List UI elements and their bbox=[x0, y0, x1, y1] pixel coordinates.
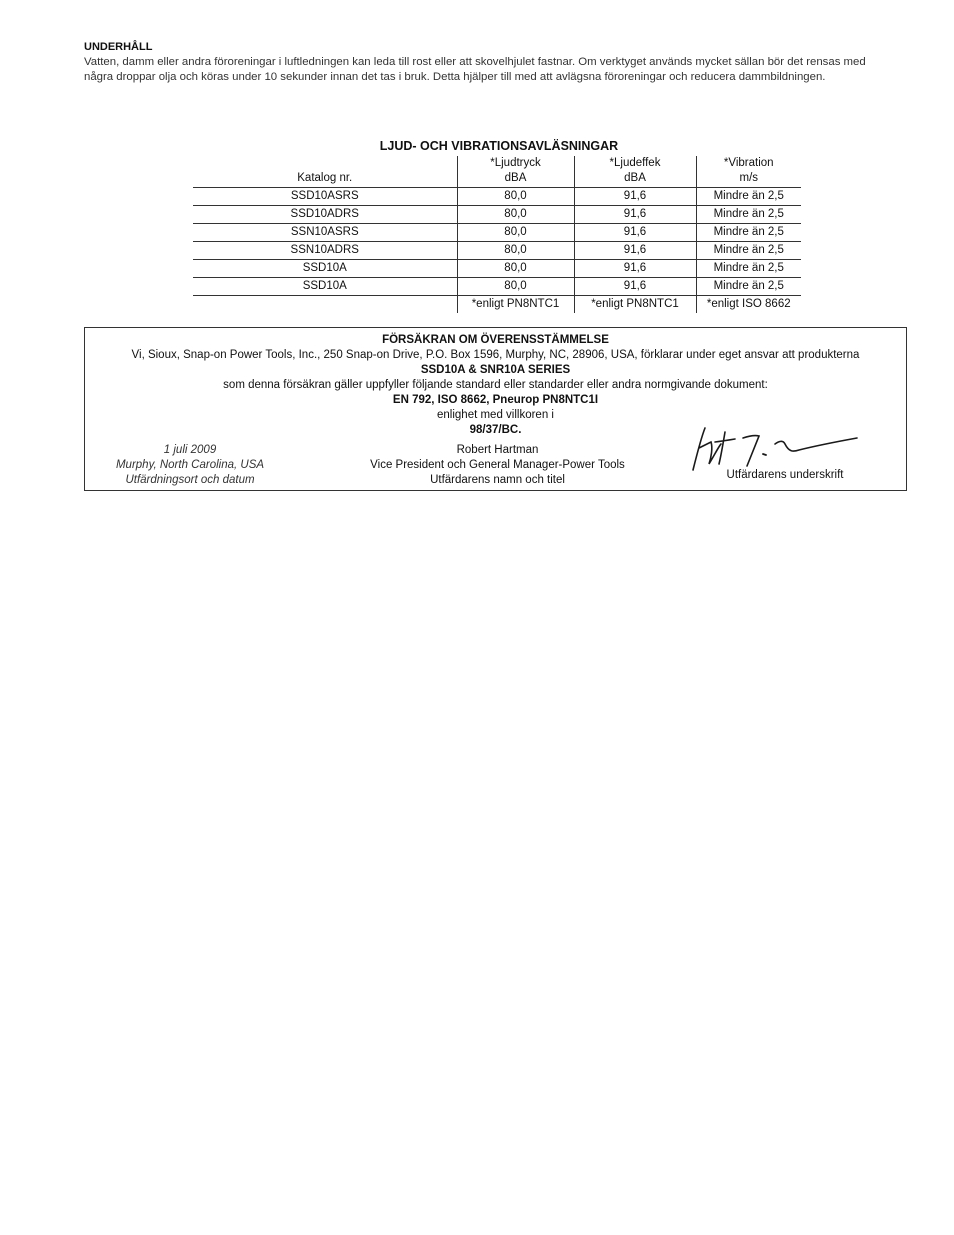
cell-sound-power: 91,6 bbox=[574, 188, 696, 206]
declaration-products: SSD10A & SNR10A SERIES bbox=[420, 364, 571, 376]
handwritten-signature bbox=[685, 424, 865, 474]
cell-vibration: Mindre än 2,5 bbox=[696, 188, 801, 206]
declaration-box bbox=[84, 327, 907, 491]
signer-caption: Utfärdarens namn och titel bbox=[430, 474, 565, 486]
table-row bbox=[193, 242, 801, 260]
cell-sound-pressure: 80,0 bbox=[457, 278, 574, 296]
cell-catalog: SSD10ADRS bbox=[193, 206, 457, 224]
cell-sound-pressure: 80,0 bbox=[457, 206, 574, 224]
table-row bbox=[193, 278, 801, 296]
declaration-date: 1 juli 2009 bbox=[163, 444, 217, 456]
declaration-place: Murphy, North Carolina, USA bbox=[115, 459, 265, 471]
footnote-blank bbox=[193, 296, 457, 314]
cell-catalog: SSN10ADRS bbox=[193, 242, 457, 260]
cell-catalog: SSD10A bbox=[193, 260, 457, 278]
table-row bbox=[193, 206, 801, 224]
footnote-sound-pressure: *enligt PN8NTC1 bbox=[457, 296, 574, 314]
cell-vibration: Mindre än 2,5 bbox=[696, 278, 801, 296]
cell-catalog: SSD10ASRS bbox=[193, 188, 457, 206]
header-vibration: *Vibration m/s bbox=[696, 156, 801, 188]
declaration-title: FÖRSÄKRAN OM ÖVERENSSTÄMMELSE bbox=[382, 334, 609, 346]
signature-caption: Utfärdarens underskrift bbox=[726, 469, 844, 481]
declaration-place-caption: Utfärdningsort och datum bbox=[125, 474, 255, 486]
cell-sound-power: 91,6 bbox=[574, 242, 696, 260]
table-row bbox=[193, 260, 801, 278]
table-row bbox=[193, 224, 801, 242]
sound-table-title: LJUD- OCH VIBRATIONSAVLÄSNINGAR bbox=[379, 139, 619, 153]
declaration-directive: 98/37/BC. bbox=[469, 424, 522, 436]
header-catalog: Katalog nr. bbox=[297, 172, 353, 184]
signer-title: Vice President och General Manager-Power Tools bbox=[370, 459, 625, 471]
table-row bbox=[193, 188, 801, 206]
maintenance-body: Vatten, damm eller andra föroreningar i luftledningen kan leda till rost eller att skovelhjulet fastnar. Om verktyget används mycket sällan bör det rensas med några droppar olja och köras under 10 sekunder innan det tas i bruk. Detta hjälper till med att avlägsna föroreningar och reducera dammbildningen. bbox=[84, 56, 866, 83]
cell-sound-power: 91,6 bbox=[574, 260, 696, 278]
maintenance-section bbox=[84, 41, 874, 84]
header-sound-power: *Ljudeffek dBA bbox=[574, 156, 696, 188]
cell-sound-power: 91,6 bbox=[574, 224, 696, 242]
footnote-sound-power: *enligt PN8NTC1 bbox=[574, 296, 696, 314]
cell-sound-power: 91,6 bbox=[574, 278, 696, 296]
cell-vibration: Mindre än 2,5 bbox=[696, 242, 801, 260]
table-header-row bbox=[193, 156, 801, 188]
cell-catalog: SSN10ASRS bbox=[193, 224, 457, 242]
cell-vibration: Mindre än 2,5 bbox=[696, 260, 801, 278]
footnote-vibration: *enligt ISO 8662 bbox=[696, 296, 801, 314]
declaration-statement: Vi, Sioux, Snap-on Power Tools, Inc., 250 Snap-on Drive, P.O. Box 1596, Murphy, NC, 28906, USA, förklarar under eget ansvar att produkterna bbox=[131, 349, 860, 361]
cell-sound-pressure: 80,0 bbox=[457, 224, 574, 242]
signer-name: Robert Hartman bbox=[456, 444, 539, 456]
header-sound-pressure: *Ljudtryck dBA bbox=[457, 156, 574, 188]
maintenance-heading: UNDERHÅLL bbox=[84, 41, 153, 53]
cell-vibration: Mindre än 2,5 bbox=[696, 224, 801, 242]
cell-sound-pressure: 80,0 bbox=[457, 242, 574, 260]
cell-vibration: Mindre än 2,5 bbox=[696, 206, 801, 224]
declaration-terms: enlighet med villkoren i bbox=[437, 409, 554, 421]
cell-sound-pressure: 80,0 bbox=[457, 260, 574, 278]
cell-sound-pressure: 80,0 bbox=[457, 188, 574, 206]
cell-sound-power: 91,6 bbox=[574, 206, 696, 224]
cell-catalog: SSD10A bbox=[193, 278, 457, 296]
declaration-conformity: som denna försäkran gäller uppfyller följande standard eller standarder eller andra normgivande dokument: bbox=[223, 379, 768, 391]
declaration-standards: EN 792, ISO 8662, Pneurop PN8NTC1I bbox=[392, 394, 599, 406]
sound-vibration-table bbox=[193, 156, 801, 313]
table-footnote-row bbox=[193, 296, 801, 314]
